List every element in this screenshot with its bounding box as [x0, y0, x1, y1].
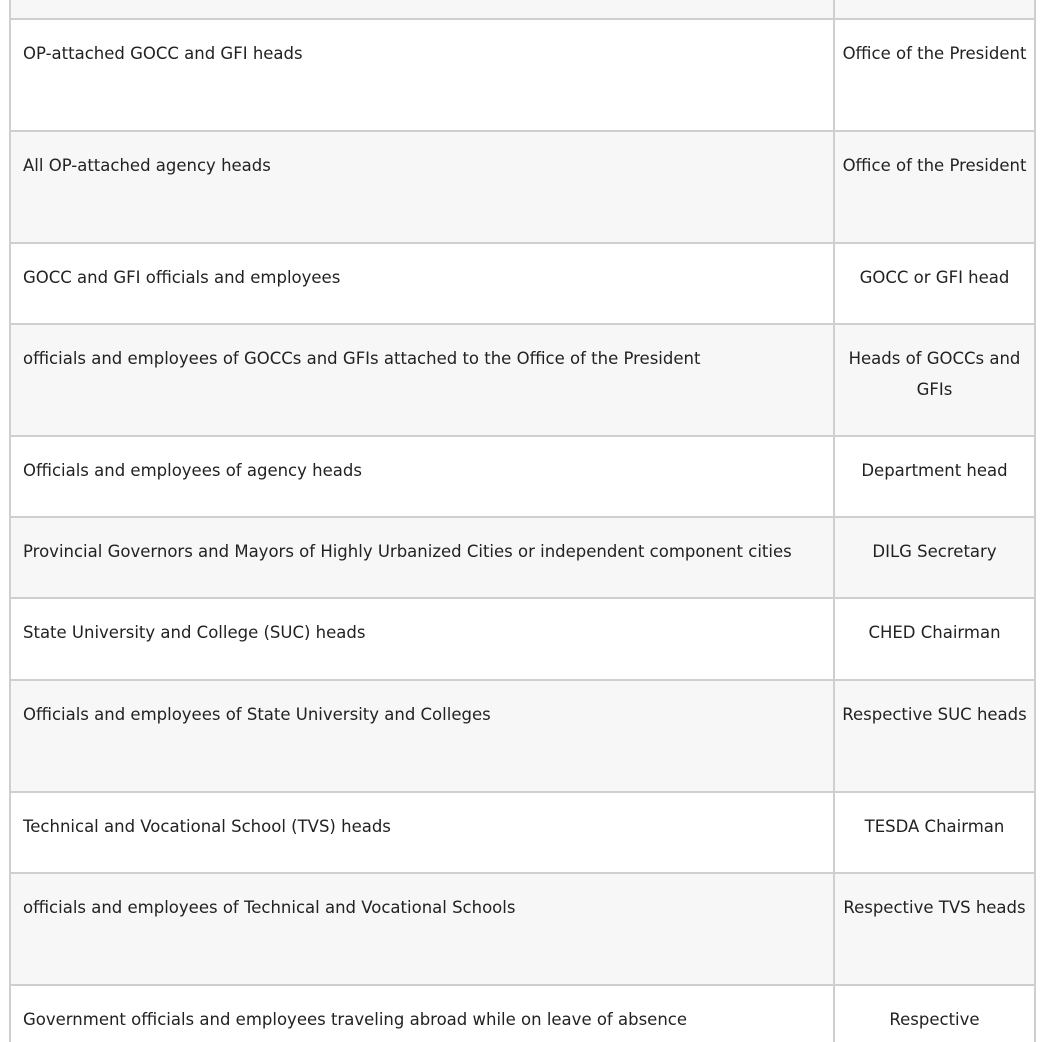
table-row [10, 19, 1035, 131]
table-row [10, 598, 1035, 680]
subject-cell: Officials and employees of agency heads [10, 436, 834, 517]
approver-cell: Office of the President [834, 131, 1035, 243]
approver-cell: DILG Secretary [834, 517, 1035, 598]
subject-cell: Technical and Vocational School (TVS) heads [10, 792, 834, 873]
subject-cell: State University and College (SUC) heads [10, 598, 834, 680]
approver-cell: GOCC or GFI head [834, 243, 1035, 324]
subject-cell: officials and employees of Technical and Vocational Schools [10, 873, 834, 985]
subject-cell: GOCC and GFI officials and employees [10, 243, 834, 324]
table-row [10, 324, 1035, 436]
approver-cell: Heads of GOCCs and GFIs [834, 324, 1035, 436]
subject-cell: OP-attached GOCC and GFI heads [10, 19, 834, 131]
approver-cell: Respective TVS heads [834, 873, 1035, 985]
table-row-partial-top [10, 0, 1035, 19]
approver-cell: Office of the President [834, 19, 1035, 131]
table-cell-empty [834, 0, 1035, 19]
table-row [10, 517, 1035, 598]
table-cell-empty [10, 0, 834, 19]
table-row [10, 680, 1035, 792]
table-row [10, 792, 1035, 873]
approver-cell: Department head [834, 436, 1035, 517]
subject-cell: Officials and employees of State University and Colleges [10, 680, 834, 792]
approver-cell: Respective SUC heads [834, 680, 1035, 792]
table-row [10, 131, 1035, 243]
subject-cell: All OP-attached agency heads [10, 131, 834, 243]
travel-authority-table [9, 0, 1034, 1042]
subject-cell: Government officials and employees traveling abroad while on leave of absence [10, 985, 834, 1042]
subject-cell: Provincial Governors and Mayors of Highly Urbanized Cities or independent component cities [10, 517, 834, 598]
table-row [10, 436, 1035, 517]
approver-cell: CHED Chairman [834, 598, 1035, 680]
subject-cell: officials and employees of GOCCs and GFIs attached to the Office of the President [10, 324, 834, 436]
approver-cell: Respective [834, 985, 1035, 1042]
approval-table [9, 0, 1036, 1042]
approver-cell: TESDA Chairman [834, 792, 1035, 873]
table-row [10, 985, 1035, 1042]
table-row [10, 873, 1035, 985]
table-row [10, 243, 1035, 324]
